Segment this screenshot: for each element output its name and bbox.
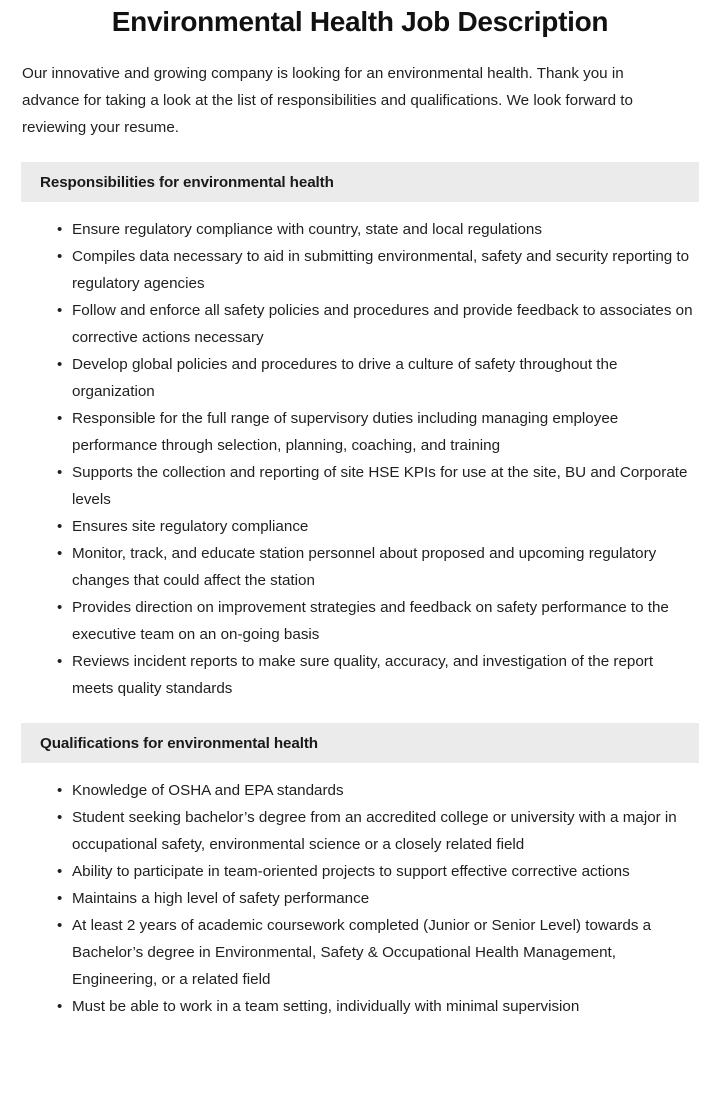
job-description-page [0, 6, 720, 1020]
list-item: • Student seeking bachelor’s degree from an accredited college or university with a major in occupational safety, environmental science or a closely related field [58, 804, 698, 858]
list-item: • Reviews incident reports to make sure quality, accuracy, and investigation of the report meets quality standards [58, 648, 698, 702]
list-item: • Follow and enforce all safety policies and procedures and provide feedback to associates on corrective actions necessary [58, 297, 698, 351]
list-item: • Maintains a high level of safety performance [58, 885, 698, 912]
qualifications-heading: Qualifications for environmental health [40, 734, 318, 752]
list-item: • Must be able to work in a team setting, individually with minimal supervision [58, 993, 698, 1020]
list-item: • Monitor, track, and educate station personnel about proposed and upcoming regulatory changes that could affect the station [58, 540, 698, 594]
list-item: • Ensure regulatory compliance with country, state and local regulations [58, 216, 698, 243]
list-item: • Ensures site regulatory compliance [58, 513, 698, 540]
responsibilities-header-bar [21, 162, 699, 202]
section-qualifications [0, 723, 720, 1020]
list-item: • Compiles data necessary to aid in submitting environmental, safety and security reporting to regulatory agencies [58, 243, 698, 297]
list-item: • Supports the collection and reporting of site HSE KPIs for use at the site, BU and Corporate levels [58, 459, 698, 513]
list-item: • Knowledge of OSHA and EPA standards [58, 777, 698, 804]
list-item: • Develop global policies and procedures to drive a culture of safety throughout the organization [58, 351, 698, 405]
responsibilities-heading: Responsibilities for environmental health [40, 173, 334, 191]
list-item: • Ability to participate in team-oriented projects to support effective corrective actions [58, 858, 698, 885]
section-responsibilities [0, 162, 720, 702]
intro-paragraph: Our innovative and growing company is looking for an environmental health. Thank you in advance for taking a look at the list of responsibilities and qualifications. We look forward to reviewing your resume. [22, 65, 633, 137]
qualifications-header-bar [21, 723, 699, 763]
list-item: • Responsible for the full range of supervisory duties including managing employee performance through selection, planning, coaching, and training [58, 405, 698, 459]
page-title: Environmental Health Job Description [111, 6, 609, 37]
responsibilities-list [22, 216, 698, 702]
qualifications-list [22, 777, 698, 1020]
list-item: • At least 2 years of academic coursework completed (Junior or Senior Level) towards a Bachelor’s degree in Environmental, Safety & Occupational Health Management, Engineering, or a related field [58, 912, 698, 993]
list-item: • Provides direction on improvement strategies and feedback on safety performance to the executive team on an on-going basis [58, 594, 698, 648]
